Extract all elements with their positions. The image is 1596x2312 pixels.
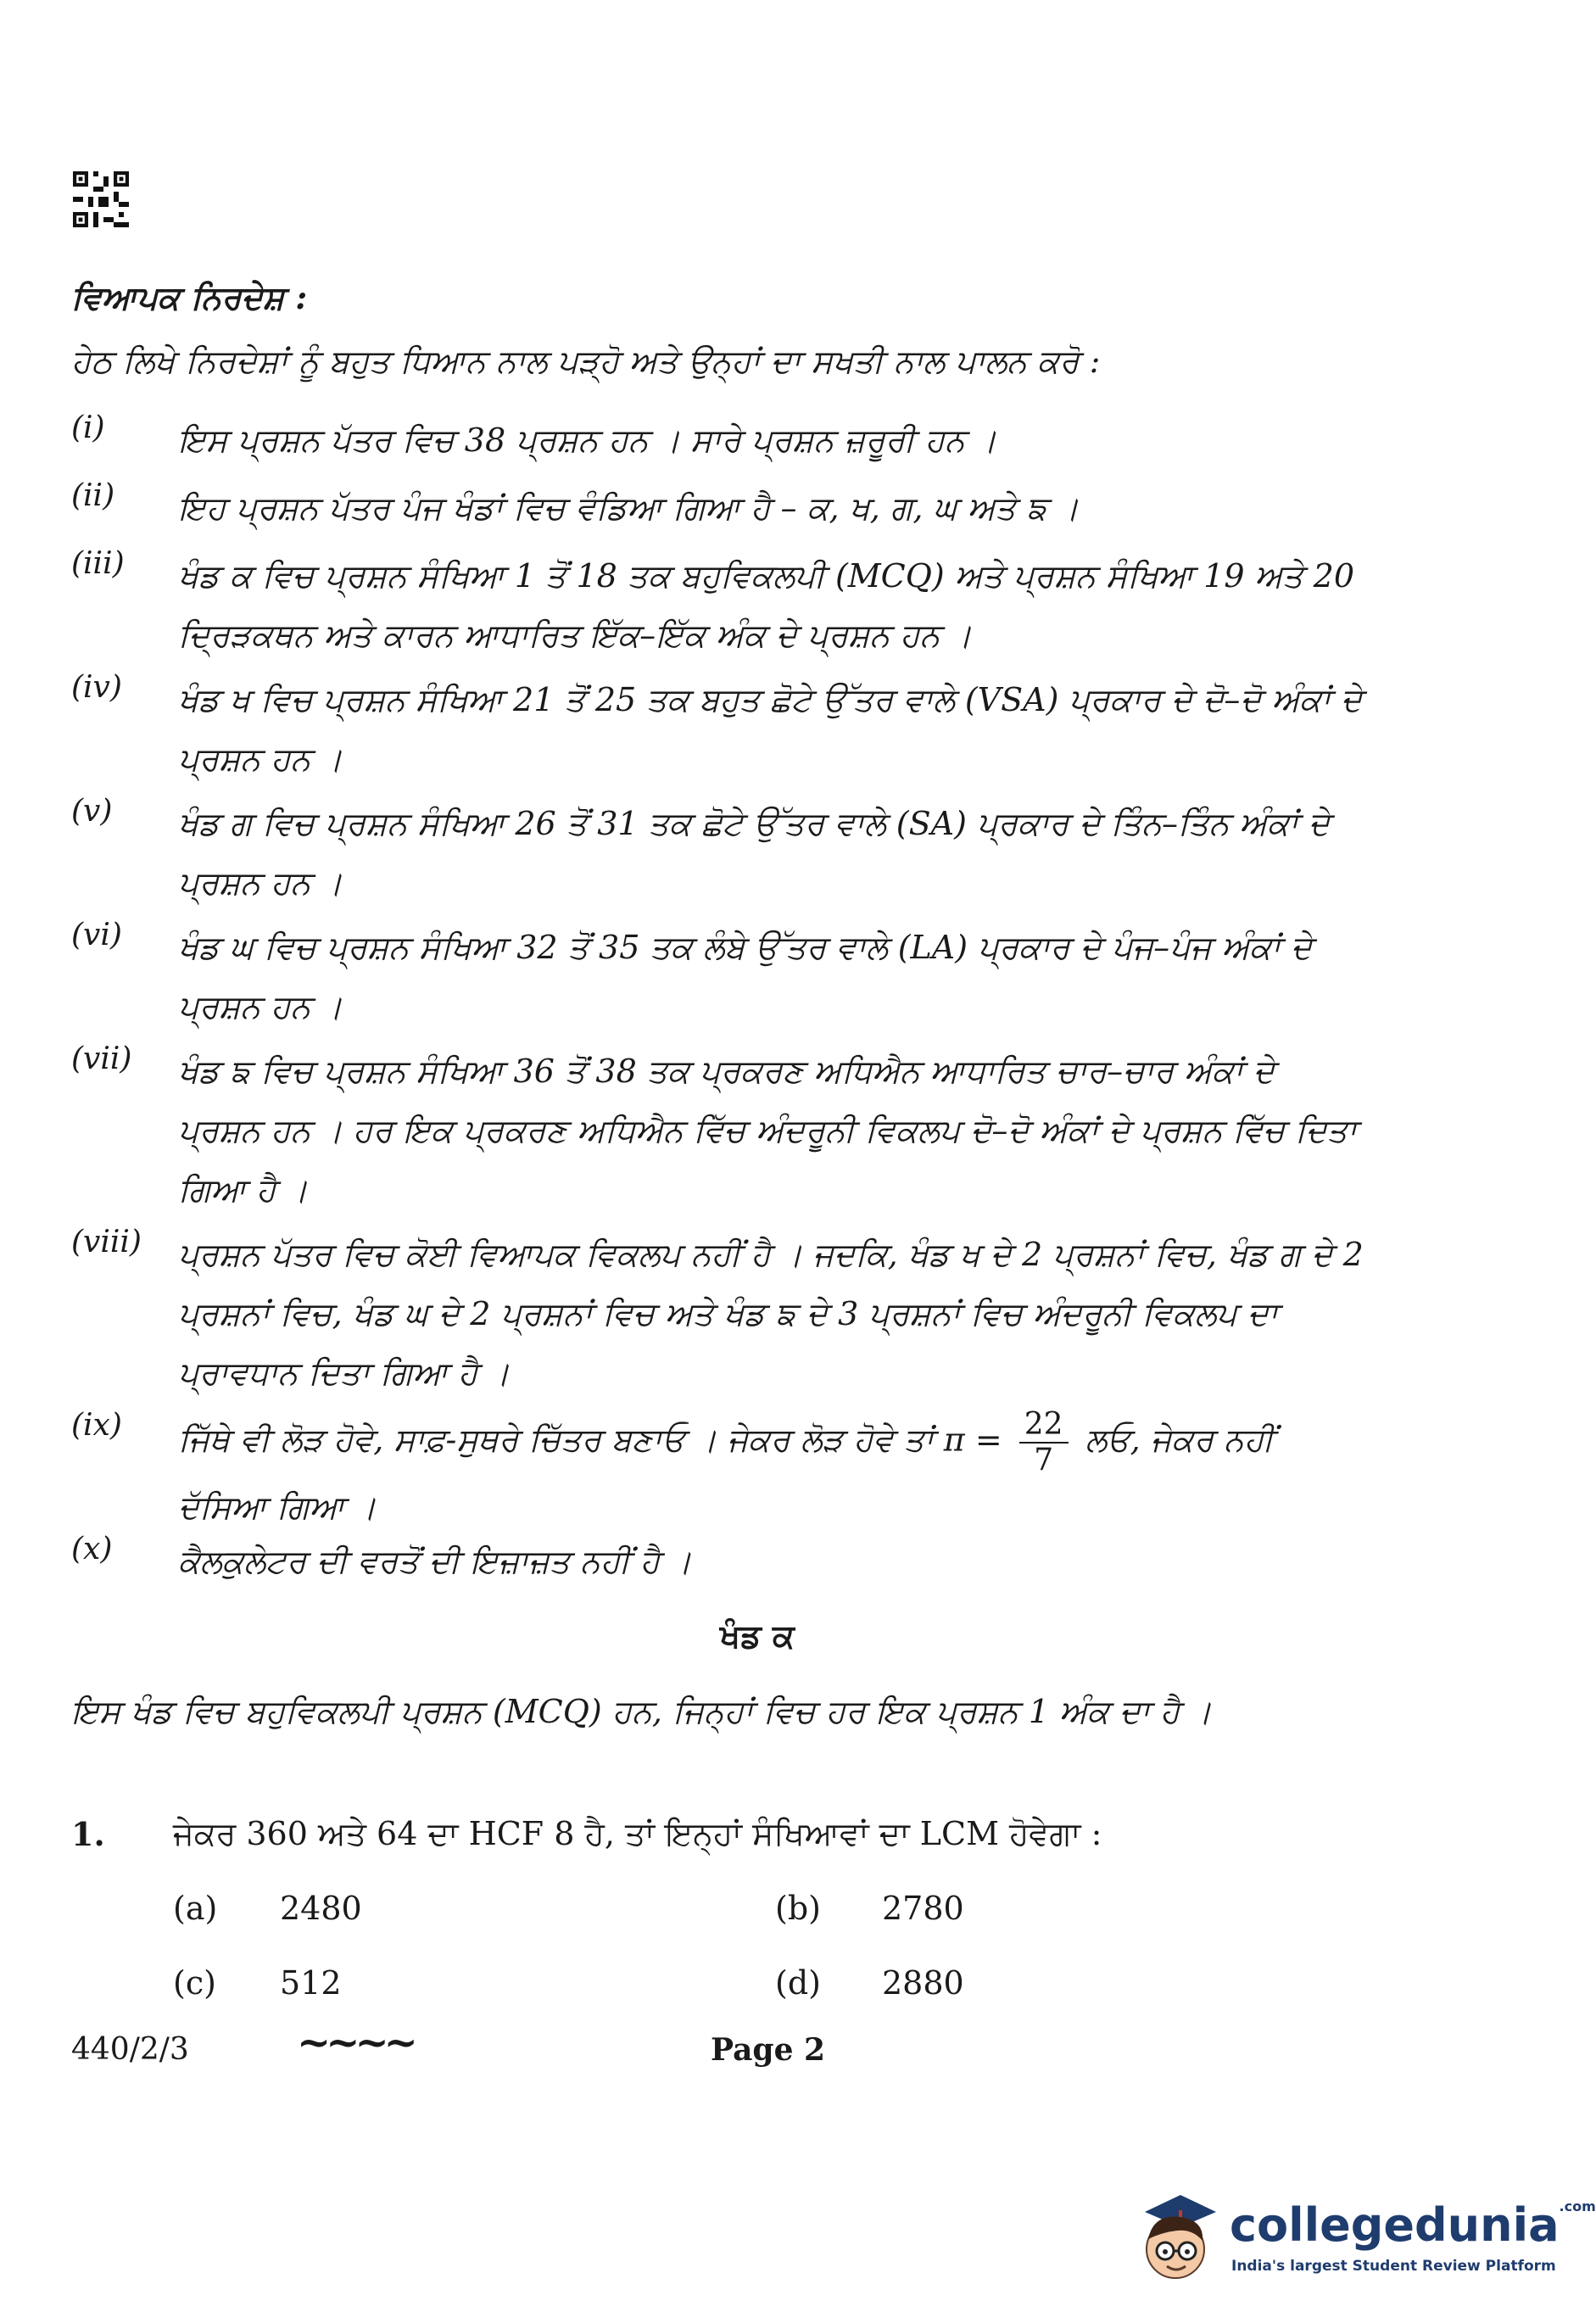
logo-tagline: India's largest Student Review Platform [1231, 2258, 1556, 2275]
instruction-number: (vi) [71, 918, 122, 952]
instruction-text-part: ਜਿੱਥੇ ਵੀ ਲੋੜ ਹੋਵੇ, ਸਾਫ਼-ਸੁਥਰੇ ਚਿੱਤਰ ਬਣਾਓ । ਜੇਕਰ ਲੋੜ ਹੋਵੇ ਤਾਂ π = [178, 1421, 1002, 1459]
option-label: (b) [775, 1890, 821, 1927]
instruction-number: (iv) [71, 670, 122, 705]
option-value: 2480 [280, 1890, 362, 1927]
page-number: Page 2 [711, 2032, 826, 2068]
option-value: 2880 [882, 1964, 964, 2002]
logo-domain: .com [1559, 2198, 1596, 2214]
instruction-number: (viii) [71, 1225, 142, 1259]
instruction-text: ਖੰਡ ਗ ਵਿਚ ਪ੍ਰਸ਼ਨ ਸੰਖਿਆ 26 ਤੋਂ 31 ਤਕ ਛੋਟੇ ਉੱਤਰ ਵਾਲੇ (SA) ਪ੍ਰਕਾਰ ਦੇ ਤਿੰਨ–ਤਿੰਨ ਅੰਕਾਂ ਦੇ ਪ੍ਰਸ਼ਨ ਹਨ । [178, 805, 1330, 902]
instruction-text: ਪ੍ਰਸ਼ਨ ਪੱਤਰ ਵਿਚ ਕੋਈ ਵਿਆਪਕ ਵਿਕਲਪ ਨਹੀਂ ਹੈ । ਜਦਕਿ, ਖੰਡ ਖ ਦੇ 2 ਪ੍ਰਸ਼ਨਾਂ ਵਿਚ, ਖੰਡ ਗ ਦੇ 2 ਪ੍ਰਸ਼ਨਾਂ ਵਿਚ, ਖੰਡ ਘ ਦੇ 2 ਪ੍ਰਸ਼ਨਾਂ ਵਿਚ ਅਤੇ ਖੰਡ ਙ ਦੇ 3 ਪ੍ਰਸ਼ਨਾਂ ਵਿਚ ਅੰਦਰੂਨੀ ਵਿਕਲਪ ਦਾ ਪ੍ਰਾਵਧਾਨ ਦਿਤਾ ਗਿਆ ਹੈ । [178, 1236, 1364, 1392]
general-instructions-heading: ਵਿਆਪਕ ਨਿਰਦੇਸ਼ : [71, 278, 308, 316]
instruction-number: (iii) [71, 546, 125, 581]
option-value: 512 [280, 1964, 342, 2002]
fraction-numerator: 22 [1019, 1408, 1069, 1444]
instruction-text: ਖੰਡ ਕ ਵਿਚ ਪ੍ਰਸ਼ਨ ਸੰਖਿਆ 1 ਤੋਂ 18 ਤਕ ਬਹੁਵਿਕਲਪੀ (MCQ) ਅਤੇ ਪ੍ਰਸ਼ਨ ਸੰਖਿਆ 19 ਅਤੇ 20 ਦ੍ਰਿੜਕਥਨ ਅਤੇ ਕਾਰਨ ਆਧਾਰਿਤ ਇੱਕ–ਇੱਕ ਅੰਕ ਦੇ ਪ੍ਰਸ਼ਨ ਹਨ । [178, 557, 1355, 654]
paper-code: 440/2/3 [71, 2032, 189, 2067]
section-description: ਇਸ ਖੰਡ ਵਿਚ ਬਹੁਵਿਕਲਪੀ ਪ੍ਰਸ਼ਨ (MCQ) ਹਨ, ਜਿਨ੍ਹਾਂ ਵਿਚ ਹਰ ਇਕ ਪ੍ਰਸ਼ਨ 1 ਅੰਕ ਦਾ ਹੈ । [71, 1693, 1212, 1730]
option-label: (d) [775, 1964, 821, 2002]
instruction-number: (v) [71, 794, 113, 829]
instruction-number: (x) [71, 1532, 113, 1566]
instruction-text: ਇਹ ਪ੍ਰਸ਼ਨ ਪੱਤਰ ਪੰਜ ਖੰਡਾਂ ਵਿਚ ਵੰਡਿਆ ਗਿਆ ਹੈ – ਕ, ਖ, ਗ, ਘ ਅਤੇ ਙ । [178, 489, 1080, 527]
option-value: 2780 [882, 1890, 964, 1927]
logo-wordmark [1230, 2198, 1596, 2252]
instruction-number: (ix) [71, 1408, 122, 1443]
question-number: 1. [71, 1815, 105, 1853]
footer-tilde-mark: ~~~~ [297, 2019, 413, 2066]
option-label: (c) [173, 1964, 216, 2002]
instruction-text-part: ਲਓ, ਜੇਕਰ ਨਹੀਂ ਦੱਸਿਆ ਗਿਆ । [178, 1421, 1274, 1526]
mascot-icon [1128, 2188, 1221, 2290]
instruction-text: ਕੈਲਕੁਲੇਟਰ ਦੀ ਵਰਤੋਂ ਦੀ ਇਜ਼ਾਜ਼ਤ ਨਹੀਂ ਹੈ । [178, 1543, 692, 1580]
instruction-text: ਇਸ ਪ੍ਰਸ਼ਨ ਪੱਤਰ ਵਿਚ 38 ਪ੍ਰਸ਼ਨ ਹਨ । ਸਾਰੇ ਪ੍ਰਸ਼ਨ ਜ਼ਰੂਰੀ ਹਨ । [178, 422, 997, 459]
logo-name: collegedunia [1230, 2198, 1560, 2252]
option-label: (a) [173, 1890, 218, 1927]
instruction-text [178, 1408, 1365, 1537]
instruction-text: ਖੰਡ ਘ ਵਿਚ ਪ੍ਰਸ਼ਨ ਸੰਖਿਆ 32 ਤੋਂ 35 ਤਕ ਲੰਬੇ ਉੱਤਰ ਵਾਲੇ (LA) ਪ੍ਰਕਾਰ ਦੇ ਪੰਜ–ਪੰਜ ਅੰਕਾਂ ਦੇ ਪ੍ਰਸ਼ਨ ਹਨ । [178, 929, 1313, 1025]
question-text: ਜੇਕਰ 360 ਅਤੇ 64 ਦਾ HCF 8 ਹੈ, ਤਾਂ ਇਨ੍ਹਾਂ ਸੰਖਿਆਵਾਂ ਦਾ LCM ਹੋਵੇਗਾ : [173, 1815, 1102, 1852]
qr-code-icon [73, 171, 129, 227]
instruction-number: (i) [71, 410, 105, 445]
instruction-text: ਖੰਡ ਙ ਵਿਚ ਪ੍ਰਸ਼ਨ ਸੰਖਿਆ 36 ਤੋਂ 38 ਤਕ ਪ੍ਰਕਰਣ ਅਧਿਐਨ ਆਧਾਰਿਤ ਚਾਰ–ਚਾਰ ਅੰਕਾਂ ਦੇ ਪ੍ਰਸ਼ਨ ਹਨ । ਹਰ ਇਕ ਪ੍ਰਕਰਣ ਅਧਿਐਨ ਵਿੱਚ ਅੰਦਰੂਨੀ ਵਿਕਲਪ ਦੋ–ਦੋ ਅੰਕਾਂ ਦੇ ਪ੍ਰਸ਼ਨ ਵਿੱਚ ਦਿਤਾ ਗਿਆ ਹੈ । [178, 1053, 1357, 1209]
fraction-denominator: 7 [1034, 1443, 1054, 1477]
instruction-number: (ii) [71, 478, 115, 513]
instruction-number: (vii) [71, 1042, 132, 1076]
section-title: ਖੰਡ ਕ [720, 1617, 795, 1655]
instructions-intro: ਹੇਠ ਲਿਖੇ ਨਿਰਦੇਸ਼ਾਂ ਨੂੰ ਬਹੁਤ ਧਿਆਨ ਨਾਲ ਪੜ੍ਹੋ ਅਤੇ ਉਨ੍ਹਾਂ ਦਾ ਸਖਤੀ ਨਾਲ ਪਾਲਨ ਕਰੋ : [71, 343, 1101, 380]
pi-fraction [1019, 1408, 1069, 1477]
collegedunia-logo [1128, 2188, 1596, 2290]
instruction-text: ਖੰਡ ਖ ਵਿਚ ਪ੍ਰਸ਼ਨ ਸੰਖਿਆ 21 ਤੋਂ 25 ਤਕ ਬਹੁਤ ਛੋਟੇ ਉੱਤਰ ਵਾਲੇ (VSA) ਪ੍ਰਕਾਰ ਦੇ ਦੋ–ਦੋ ਅੰਕਾਂ ਦੇ ਪ੍ਰਸ਼ਨ ਹਨ । [178, 681, 1363, 778]
